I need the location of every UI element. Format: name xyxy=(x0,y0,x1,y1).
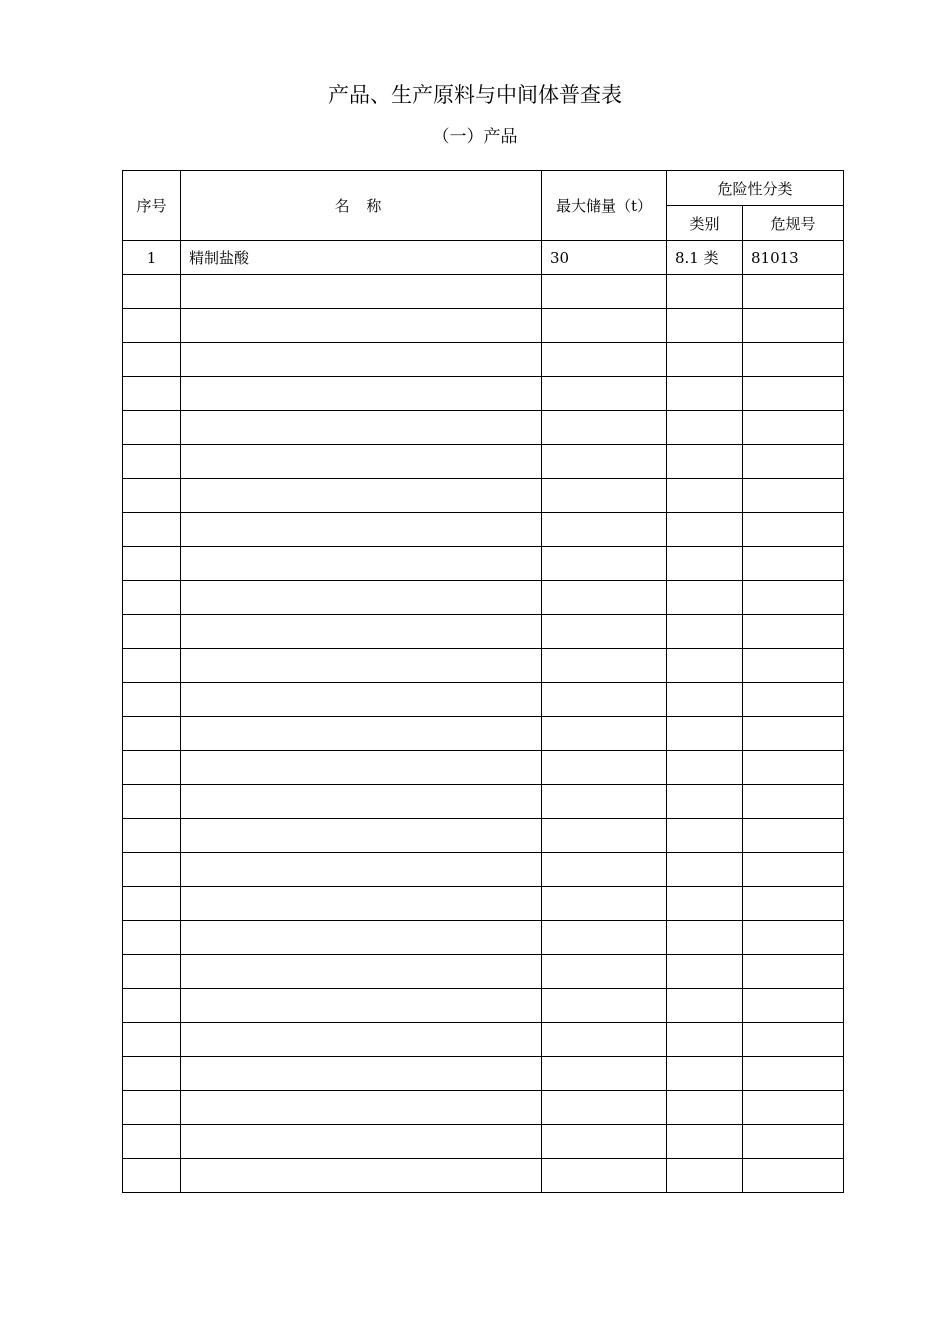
cell-category xyxy=(667,1159,743,1193)
cell-name xyxy=(181,989,542,1023)
cell-max-storage xyxy=(542,445,667,479)
cell-hazard-code xyxy=(743,887,844,921)
cell-max-storage xyxy=(542,309,667,343)
table-row xyxy=(123,547,844,581)
cell-name xyxy=(181,717,542,751)
cell-name xyxy=(181,853,542,887)
cell-name xyxy=(181,411,542,445)
table-row xyxy=(123,377,844,411)
cell-name xyxy=(181,479,542,513)
cell-max-storage xyxy=(542,343,667,377)
cell-hazard-code xyxy=(743,581,844,615)
cell-name xyxy=(181,649,542,683)
cell-category xyxy=(667,853,743,887)
cell-name xyxy=(181,751,542,785)
cell-name xyxy=(181,785,542,819)
cell-name xyxy=(181,377,542,411)
cell-category xyxy=(667,275,743,309)
table-row xyxy=(123,241,844,275)
cell-category xyxy=(667,989,743,1023)
table-row xyxy=(123,581,844,615)
cell-hazard-code xyxy=(743,1023,844,1057)
cell-name xyxy=(181,275,542,309)
cell-seq xyxy=(123,1159,181,1193)
page-title: 产品、生产原料与中间体普查表 xyxy=(328,83,622,107)
cell-max-storage xyxy=(542,819,667,853)
cell-seq xyxy=(123,717,181,751)
table-row xyxy=(123,921,844,955)
cell-category xyxy=(667,921,743,955)
cell-hazard-code xyxy=(743,343,844,377)
cell-max-storage xyxy=(542,1023,667,1057)
cell-hazard-code xyxy=(743,1091,844,1125)
cell-seq xyxy=(123,445,181,479)
cell-seq: 1 xyxy=(123,241,181,275)
cell-hazard-code xyxy=(743,309,844,343)
cell-category xyxy=(667,547,743,581)
cell-category xyxy=(667,581,743,615)
section-subtitle: （一）产品 xyxy=(432,127,518,147)
cell-max-storage xyxy=(542,513,667,547)
cell-category xyxy=(667,955,743,989)
cell-hazard-code xyxy=(743,479,844,513)
table-row xyxy=(123,683,844,717)
cell-hazard-code xyxy=(743,275,844,309)
cell-name xyxy=(181,615,542,649)
table-row xyxy=(123,343,844,377)
cell-max-storage xyxy=(542,921,667,955)
cell-seq xyxy=(123,309,181,343)
table-row xyxy=(123,785,844,819)
table-row xyxy=(123,411,844,445)
cell-hazard-code xyxy=(743,683,844,717)
table-row xyxy=(123,1159,844,1193)
table-row xyxy=(123,887,844,921)
cell-category xyxy=(667,887,743,921)
cell-max-storage xyxy=(542,275,667,309)
cell-hazard-code xyxy=(743,989,844,1023)
cell-max-storage xyxy=(542,1057,667,1091)
cell-category xyxy=(667,615,743,649)
cell-name xyxy=(181,819,542,853)
cell-hazard-code xyxy=(743,615,844,649)
cell-category xyxy=(667,785,743,819)
cell-hazard-code xyxy=(743,411,844,445)
table-row xyxy=(123,479,844,513)
cell-category xyxy=(667,649,743,683)
header-name: 名 称 xyxy=(181,171,542,241)
cell-seq xyxy=(123,615,181,649)
cell-category xyxy=(667,309,743,343)
cell-max-storage xyxy=(542,1125,667,1159)
cell-max-storage xyxy=(542,717,667,751)
cell-hazard-code xyxy=(743,513,844,547)
cell-category xyxy=(667,683,743,717)
cell-seq xyxy=(123,683,181,717)
cell-max-storage xyxy=(542,887,667,921)
cell-category xyxy=(667,717,743,751)
table-row xyxy=(123,955,844,989)
header-hazard-classification: 危险性分类 xyxy=(667,171,844,206)
cell-hazard-code: 81013 xyxy=(743,241,844,275)
cell-category: 8.1 类 xyxy=(667,241,743,275)
header-category: 类别 xyxy=(667,206,743,241)
cell-name xyxy=(181,1091,542,1125)
cell-category xyxy=(667,445,743,479)
cell-name xyxy=(181,309,542,343)
table-row xyxy=(123,853,844,887)
cell-name xyxy=(181,1023,542,1057)
cell-name xyxy=(181,683,542,717)
cell-max-storage xyxy=(542,683,667,717)
table-row xyxy=(123,309,844,343)
table-row xyxy=(123,615,844,649)
table-row xyxy=(123,1023,844,1057)
cell-category xyxy=(667,1057,743,1091)
header-max-storage: 最大储量（t） xyxy=(542,171,667,241)
cell-max-storage xyxy=(542,955,667,989)
cell-max-storage xyxy=(542,581,667,615)
cell-hazard-code xyxy=(743,853,844,887)
cell-name xyxy=(181,547,542,581)
cell-hazard-code xyxy=(743,717,844,751)
cell-name xyxy=(181,921,542,955)
cell-category xyxy=(667,1023,743,1057)
cell-name xyxy=(181,1159,542,1193)
table-row xyxy=(123,513,844,547)
cell-category xyxy=(667,343,743,377)
cell-hazard-code xyxy=(743,649,844,683)
cell-category xyxy=(667,819,743,853)
table-row xyxy=(123,649,844,683)
cell-category xyxy=(667,411,743,445)
cell-seq xyxy=(123,853,181,887)
table-row xyxy=(123,1125,844,1159)
table-row xyxy=(123,989,844,1023)
cell-max-storage xyxy=(542,1159,667,1193)
cell-hazard-code xyxy=(743,1125,844,1159)
cell-seq xyxy=(123,377,181,411)
table-row xyxy=(123,1057,844,1091)
cell-seq xyxy=(123,275,181,309)
cell-max-storage xyxy=(542,479,667,513)
cell-seq xyxy=(123,989,181,1023)
cell-hazard-code xyxy=(743,445,844,479)
cell-seq xyxy=(123,921,181,955)
cell-hazard-code xyxy=(743,377,844,411)
cell-name xyxy=(181,1125,542,1159)
cell-seq xyxy=(123,547,181,581)
cell-seq xyxy=(123,1057,181,1091)
cell-name xyxy=(181,887,542,921)
cell-seq xyxy=(123,649,181,683)
cell-seq xyxy=(123,479,181,513)
cell-category xyxy=(667,1125,743,1159)
cell-max-storage xyxy=(542,615,667,649)
cell-hazard-code xyxy=(743,1159,844,1193)
cell-seq xyxy=(123,411,181,445)
cell-hazard-code xyxy=(743,819,844,853)
cell-category xyxy=(667,377,743,411)
cell-category xyxy=(667,1091,743,1125)
cell-seq xyxy=(123,1091,181,1125)
product-survey-table xyxy=(122,170,844,1193)
table-row xyxy=(123,717,844,751)
cell-name xyxy=(181,513,542,547)
table-row xyxy=(123,1091,844,1125)
header-seq: 序号 xyxy=(123,171,181,241)
cell-category xyxy=(667,513,743,547)
table-row xyxy=(123,275,844,309)
table-row xyxy=(123,751,844,785)
cell-hazard-code xyxy=(743,921,844,955)
cell-max-storage xyxy=(542,649,667,683)
cell-category xyxy=(667,751,743,785)
cell-max-storage xyxy=(542,853,667,887)
cell-max-storage xyxy=(542,411,667,445)
table-body xyxy=(123,241,844,1193)
cell-hazard-code xyxy=(743,785,844,819)
cell-name xyxy=(181,581,542,615)
table-row xyxy=(123,819,844,853)
cell-name xyxy=(181,343,542,377)
cell-hazard-code xyxy=(743,1057,844,1091)
cell-seq xyxy=(123,785,181,819)
header-hazard-code: 危规号 xyxy=(743,206,844,241)
cell-max-storage xyxy=(542,547,667,581)
cell-hazard-code xyxy=(743,547,844,581)
cell-hazard-code xyxy=(743,955,844,989)
cell-max-storage xyxy=(542,785,667,819)
cell-seq xyxy=(123,1125,181,1159)
cell-seq xyxy=(123,751,181,785)
cell-seq xyxy=(123,819,181,853)
cell-name xyxy=(181,955,542,989)
cell-seq xyxy=(123,887,181,921)
cell-max-storage xyxy=(542,377,667,411)
cell-hazard-code xyxy=(743,751,844,785)
cell-name: 精制盐酸 xyxy=(181,241,542,275)
cell-max-storage xyxy=(542,1091,667,1125)
cell-category xyxy=(667,479,743,513)
cell-seq xyxy=(123,1023,181,1057)
cell-max-storage xyxy=(542,751,667,785)
table-row xyxy=(123,445,844,479)
cell-seq xyxy=(123,581,181,615)
cell-max-storage: 30 xyxy=(542,241,667,275)
cell-seq xyxy=(123,955,181,989)
cell-name xyxy=(181,445,542,479)
cell-seq xyxy=(123,343,181,377)
cell-seq xyxy=(123,513,181,547)
cell-max-storage xyxy=(542,989,667,1023)
cell-name xyxy=(181,1057,542,1091)
